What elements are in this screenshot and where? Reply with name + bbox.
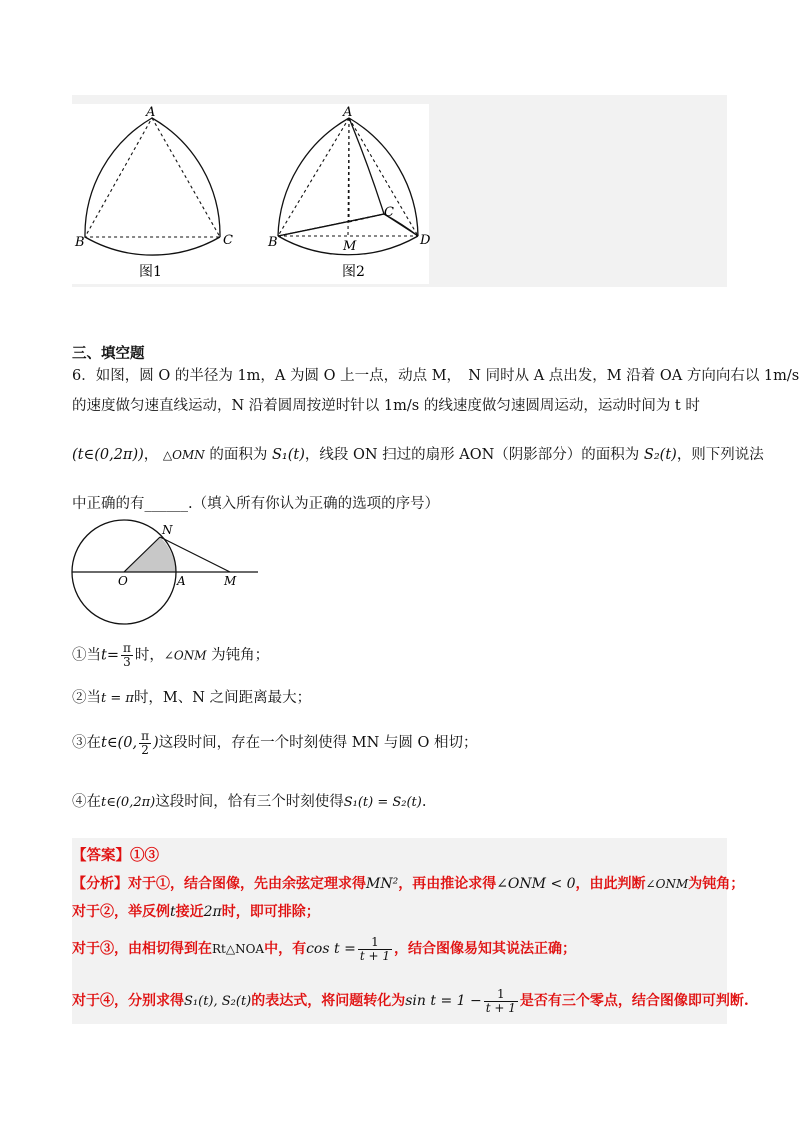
section-title: 三、填空题 xyxy=(72,345,145,362)
fig2-label-d: D xyxy=(420,233,431,248)
fig2-label-m: M xyxy=(343,239,357,254)
analysis-line-3: 对于③，由相切得到在Rt△NOA中，有cos t = $\frac{1}{t + 1}$ ，结合图像易知其说法正确； xyxy=(72,934,576,963)
shaded-sector xyxy=(124,537,176,572)
fig2-caption: 图2 xyxy=(342,264,365,280)
s1-expr: S₁(t) xyxy=(271,447,305,463)
option-4: ④在t∈(0,2π)这段时间，恰有三个时刻使得S₁(t) = S₂(t). xyxy=(72,794,427,810)
figure-2 xyxy=(278,118,418,255)
fig2-label-b: B xyxy=(268,235,278,250)
figure-box xyxy=(72,104,429,284)
fraction-1-over-t1-a: $\frac{1}{t + 1}$ xyxy=(359,934,390,963)
fig2-label-a: A xyxy=(343,105,353,120)
fig1-caption: 图1 xyxy=(139,264,162,280)
circle-diagram xyxy=(72,518,262,630)
fig1-label-b: B xyxy=(75,235,85,250)
s2-expr: S₂(t) xyxy=(643,447,677,463)
question-line-2: 的速度做匀速直线运动，N 沿着圆周按逆时针以 1m/s 的线速度做匀速圆周运动，运动时间为 t 时 xyxy=(72,398,700,414)
fraction-1-over-t1-b: $\frac{1}{t + 1}$ xyxy=(485,986,516,1015)
question-line-4: 中正确的有______.（填入所有你认为正确的选项的序号） xyxy=(72,496,440,512)
label-o: O xyxy=(118,574,128,588)
label-n: N xyxy=(162,523,173,537)
question-line-1: 6．如图，圆 O 的半径为 1m，A 为圆 O 上一点，动点 M， N 同时从 A 点出发，M 沿着 OA 方向向右以 1m/s xyxy=(72,368,800,384)
answer-line: 【答案】①③ xyxy=(72,847,159,864)
fig1-label-c: C xyxy=(223,233,233,248)
question-line-3: (t∈(0,2π))， △OMN 的面积为 S₁(t)，线段 ON 扫过的扇形 AON（阴影部分）的面积为 S₂(t)，则下列说法 xyxy=(72,447,764,463)
time-range-expr: (t∈(0,2π)) xyxy=(72,447,144,463)
analysis-line-1: 【分析】对于①，结合图像，先由余弦定理求得MN²，再由推论求得∠ONM < 0，由此判断∠ONM为钝角； xyxy=(72,876,745,892)
option-2: ②当t = π时，M、N 之间距离最大； xyxy=(72,690,312,706)
fig2-label-c: C xyxy=(384,205,394,220)
triangle-omn: △OMN xyxy=(162,448,205,462)
figure-1 xyxy=(85,118,220,255)
reuleaux-figures xyxy=(72,104,429,284)
fig1-label-a: A xyxy=(146,105,156,120)
fraction-pi-3: $\frac{\pi}{3}$ xyxy=(122,641,131,669)
label-m: M xyxy=(224,574,237,588)
option-1: ①当t= $\frac{\pi}{3}$ 时，∠ONM 为钝角； xyxy=(72,641,270,669)
option-3: ③在t∈(0, $\frac{\pi}{2}$ )这段时间，存在一个时刻使得 MN 与圆 O 相切； xyxy=(72,728,478,757)
analysis-line-2: 对于②，举反例t接近2π时，即可排除； xyxy=(72,904,320,920)
analysis-line-4: 对于④，分别求得S₁(t), S₂(t)的表达式，将问题转化为sin t = 1 − $\frac{1}{t + 1}$ 是否有三个零点，结合图像即可判断. xyxy=(72,986,749,1015)
fraction-pi-2: $\frac{\pi}{2}$ xyxy=(141,728,149,757)
angle-onm: ∠ONM xyxy=(163,648,207,663)
label-a: A xyxy=(177,574,186,588)
